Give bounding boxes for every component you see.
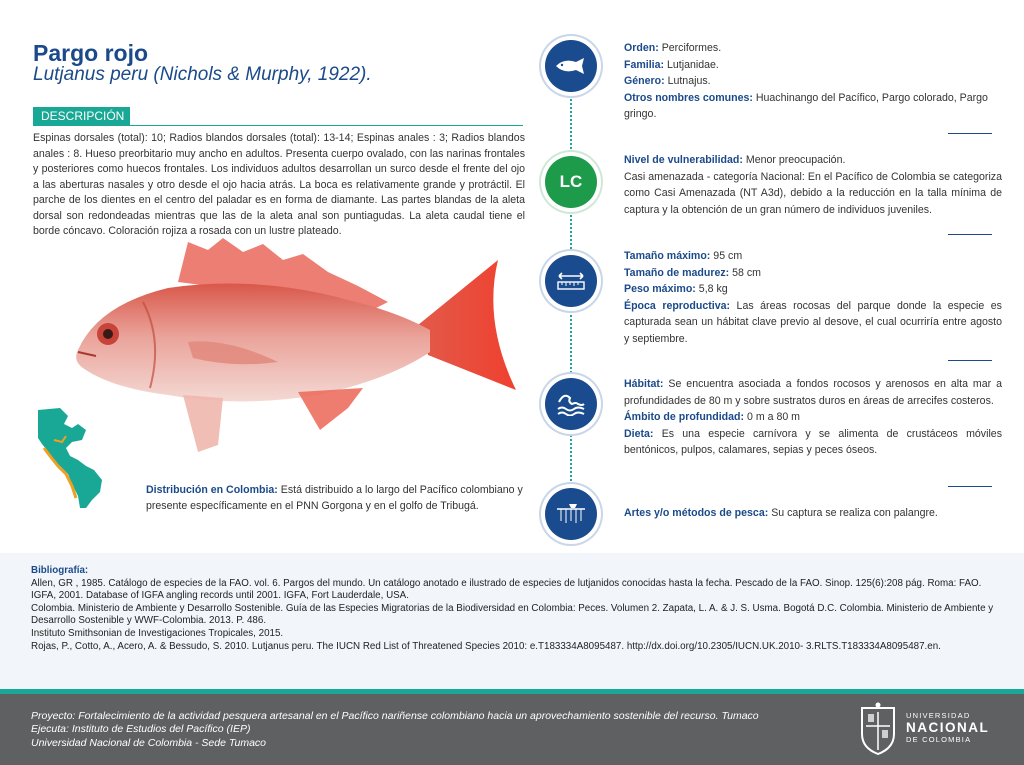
genus-value: Lutnajus. — [667, 75, 711, 87]
divider — [948, 486, 992, 487]
order-label: Orden: — [624, 42, 659, 54]
description-divider — [33, 125, 523, 126]
bibliography-section — [0, 553, 1024, 689]
vulnerability-value: Menor preocupación. — [745, 154, 846, 166]
diet-label: Dieta: — [624, 427, 654, 440]
waves-icon — [545, 378, 597, 430]
footer-project: Proyecto: Fortalecimiento de la actividad pesquera artesanal en el Pacífico nariñense colombiano hacia un aprovechamiento sostenible del recurso. Tumaco — [31, 710, 759, 722]
footer-university: Universidad Nacional de Colombia - Sede Tumaco — [31, 736, 267, 749]
max-size-value: 95 cm — [713, 250, 743, 262]
order-value: Perciformes. — [661, 42, 722, 54]
common-names-value: Huachinango del Pacífico, Pargo colorado, Pargo gringo. — [624, 91, 988, 120]
bibliography-ref: IGFA, 2001. Database of IGFA angling records until 2001. IGFA, Fort Lauderdale, USA. — [31, 590, 409, 602]
vulnerability-text: Casi amenazada - categoría Nacional: En el Pacífico de Colombia se categoriza como Casi Amenazada (NT A3d), debido a la reducción en la talla mínima de captura y la obtención de un gran número de individuos juveniles. — [624, 170, 1002, 216]
fishing-methods-value: Su captura se realiza con palangre. — [771, 507, 938, 519]
distribution-colombia — [146, 482, 528, 514]
vulnerability-panel — [624, 152, 1002, 218]
vulnerability-badge — [545, 156, 597, 208]
logo-colombia: DE COLOMBIA — [906, 735, 972, 744]
habitat-label: Hábitat: — [624, 378, 664, 390]
description-tab: DESCRIPCIÓN — [33, 107, 130, 126]
university-logo-text — [906, 711, 989, 744]
max-weight-label: Peso máximo: — [624, 283, 696, 295]
max-size-label: Tamaño máximo: — [624, 250, 711, 262]
vulnerability-label: Nivel de vulnerabilidad: — [624, 154, 743, 166]
max-weight-value: 5,8 kg — [698, 283, 728, 295]
red-snapper-illustration — [58, 230, 528, 460]
reproductive-season-value: Las áreas rocosas del parque donde la especie es capturada sean un hábitat clave previo al desove, el cual ocurriría entre agosto y septiembre. — [624, 299, 1002, 345]
divider — [948, 234, 992, 235]
common-names-label: Otros nombres comunes: — [624, 91, 753, 104]
bibliography-ref: Allen, GR , 1985. Catálogo de especies de la FAO. vol. 6. Pargos del mundo. Un catálogo anotado e ilustrado de especies de lutjanidos conocidas hasta la fecha. Pescado de la FAO. Sinop. 125(6):208 pág. Roma: FAO. — [31, 577, 982, 589]
maturity-size-value: 58 cm — [732, 266, 761, 279]
fishing-methods-label: Artes y/o métodos de pesca: — [624, 507, 769, 519]
bibliography-ref: Colombia. Ministerio de Ambiente y Desarrollo Sostenible. Guía de las Especies Migratorias de la Biodiversidad en Colombia: Peces. Volumen 2. Zapata, L. A. & J. S. Usma. Bogotá D.C. Colombia. Ministerio de Ambiente y Desarrollo Sostenible y WWF-Colombia. 2013. P. 486. — [31, 602, 994, 627]
diet-value: Es una especie carnívora y se alimenta de crustáceos móviles bentónicos, pulpos, calamares, sepias y peces óseos. — [624, 427, 1002, 456]
reproductive-season-label: Época reproductiva: — [624, 299, 731, 312]
fish-icon — [545, 40, 597, 92]
species-scientific-name: Lutjanus peru (Nichols & Murphy, 1922). — [33, 64, 372, 85]
habitat-panel — [624, 376, 1002, 459]
footer-executor: Ejecuta: Instituto de Estudios del Pacífico (IEP) — [31, 723, 251, 736]
university-crest-icon — [858, 702, 898, 756]
depth-range-label: Ámbito de profundidad: — [624, 411, 745, 423]
distribution-map — [38, 408, 113, 508]
fishing-panel — [624, 505, 1002, 522]
taxonomy-panel — [624, 40, 1002, 123]
depth-range-value: 0 m a 80 m — [747, 411, 800, 423]
distribution-text: Está distribuido a lo largo del Pacífico colombiano y presente específicamente en el PNN Gorgona y en el golfo de Tribugá. — [146, 484, 523, 512]
size-panel — [624, 248, 1002, 347]
ruler-icon — [545, 255, 597, 307]
footer — [0, 694, 1024, 765]
family-value: Lutjanidae. — [667, 58, 719, 71]
vulnerability-badge-label: LC — [559, 172, 583, 191]
bibliography-title: Bibliografía: — [31, 565, 89, 576]
family-label: Familia: — [624, 58, 665, 71]
bibliography-ref: Rojas, P., Cotto, A., Acero, A. & Bessudo, S. 2010. Lutjanus peru. The IUCN Red List of Threatened Species 2010: e.T183334A8095487. http://dx.doi.org/10.2305/IUCN.UK.2010- 3.RLTS.T183334A8095487.en. — [31, 640, 941, 652]
maturity-size-label: Tamaño de madurez: — [624, 266, 730, 279]
distribution-label: Distribución en Colombia: — [146, 484, 278, 496]
divider — [948, 133, 992, 134]
genus-label: Género: — [624, 75, 665, 87]
logo-universidad: UNIVERSIDAD — [906, 711, 971, 720]
fishing-line-icon — [545, 488, 597, 540]
divider — [948, 360, 992, 361]
description-text: Espinas dorsales (total): 10; Radios blandos dorsales (total): 13-14; Espinas anales : 3; Radios blandos anales : 8. Hueso preorbitario muy ancho en adultos. Presenta cuerpo ovalado, con las narinas frontales y posteriores como huecos frontales. Los individuos adultos desarrollan un surco desde el frente del ojo a las aberturas nasales y otro desde el ojo hacia atrás. La boca es relativamente grande y protráctil. El parche de los dientes en el centro del paladar es en forma de diamante. Las partes blandas de la aleta dorsal son redondeadas mientras que las de la aleta anal son puntiagudas. La aleta caudal tiene el borde cóncavo. Coloración rojiza a rosada con un lustre plateado. — [33, 132, 525, 237]
species-common-name: Pargo rojo — [33, 40, 149, 66]
habitat-value: Se encuentra asociada a fondos rocosos y arenosos en alta mar a profundidades de 80 m y sobre sustratos duros en áreas de arrecifes costeros. — [624, 378, 1002, 407]
bibliography-ref: Instituto Smithsonian de Investigaciones Tropicales, 2015. — [31, 627, 284, 639]
logo-nacional: NACIONAL — [906, 720, 990, 735]
